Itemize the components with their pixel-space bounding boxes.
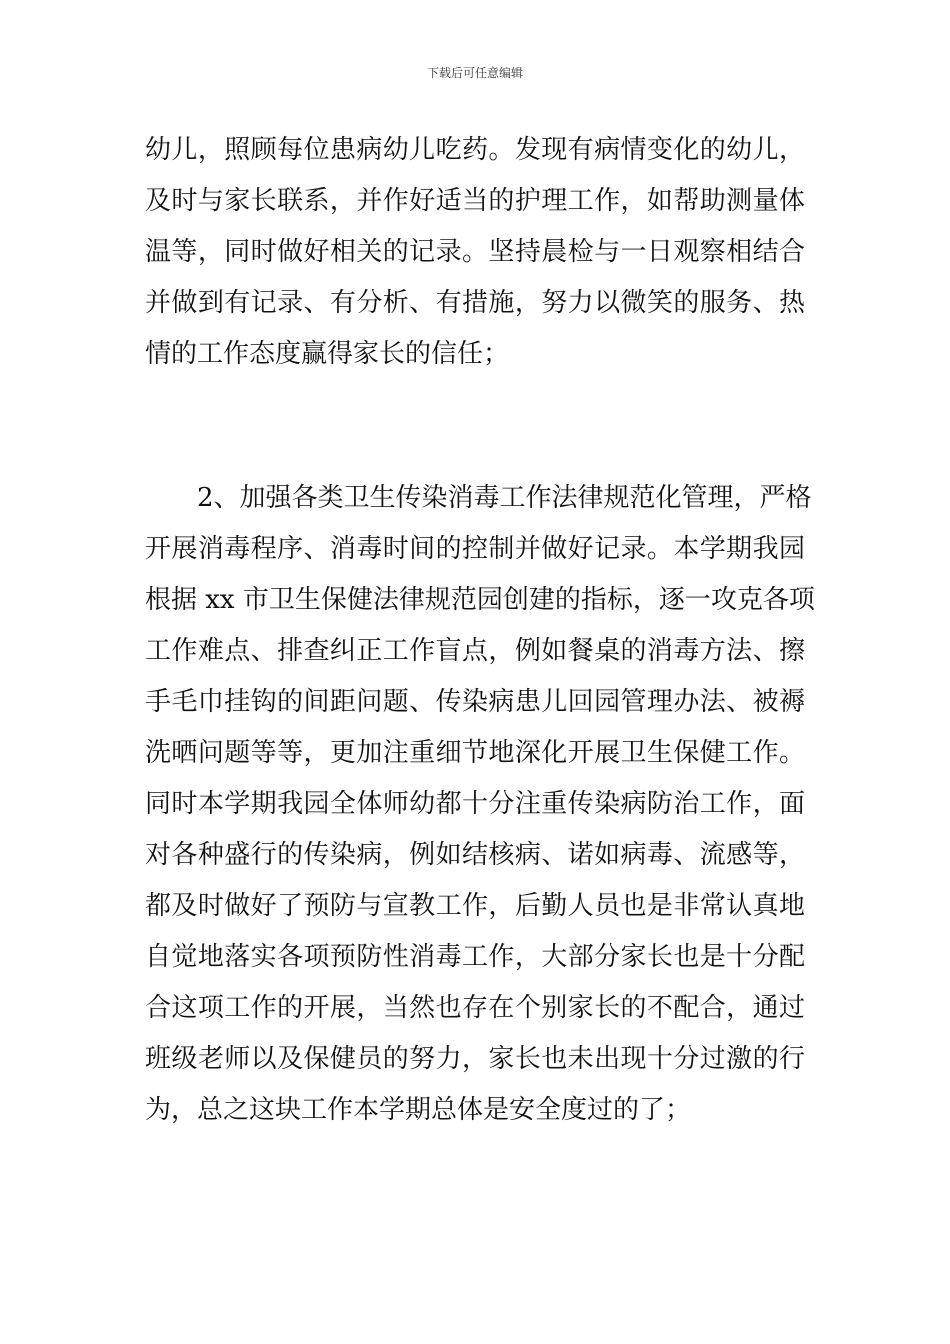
text-line: 自觉地落实各项预防性消毒工作，大部分家长也是十分配	[145, 942, 805, 972]
text-line: 班级老师以及保健员的努力，家长也未出现十分过激的行	[145, 1044, 805, 1074]
text-line: 温等，同时做好相关的记录。坚持晨检与一日观察相结合	[145, 237, 805, 267]
paragraph-1	[145, 125, 805, 380]
text-line: 情的工作态度赢得家长的信任；	[145, 339, 510, 369]
text-line: 为，总之这块工作本学期总体是安全度过的了；	[145, 1095, 692, 1125]
text-line: 幼儿，照顾每位患病幼儿吃药。发现有病情变化的幼儿，	[145, 135, 805, 165]
text-line: 手毛巾挂钩的间距问题、传染病患儿回园管理办法、被褥	[145, 687, 805, 717]
text-line: 并做到有记录、有分析、有措施，努力以微笑的服务、热	[145, 288, 805, 318]
paragraph-2	[145, 473, 815, 1136]
text-line: 对各种盛行的传染病，例如结核病、诺如病毒、流感等，	[145, 840, 805, 870]
text-line: 2、加强各类卫生传染消毒工作法律规范化管理，严格	[197, 483, 812, 513]
text-line: 都及时做好了预防与宣教工作，后勤人员也是非常认真地	[145, 891, 805, 921]
text-line: 洗晒问题等等，更加注重细节地深化开展卫生保健工作。	[145, 738, 805, 768]
text-line: 开展消毒程序、消毒时间的控制并做好记录。本学期我园	[145, 534, 805, 564]
page-header: 下载后可任意编辑	[426, 66, 523, 80]
text-line: 根据 xx 市卫生保健法律规范园创建的指标，逐一攻克各项	[145, 585, 815, 615]
text-line: 及时与家长联系，并作好适当的护理工作，如帮助测量体	[145, 186, 805, 216]
text-line: 同时本学期我园全体师幼都十分注重传染病防治工作，面	[145, 789, 805, 819]
text-line: 合这项工作的开展，当然也存在个别家长的不配合，通过	[145, 993, 805, 1023]
text-line: 工作难点、排查纠正工作盲点，例如餐桌的消毒方法、擦	[145, 636, 805, 666]
